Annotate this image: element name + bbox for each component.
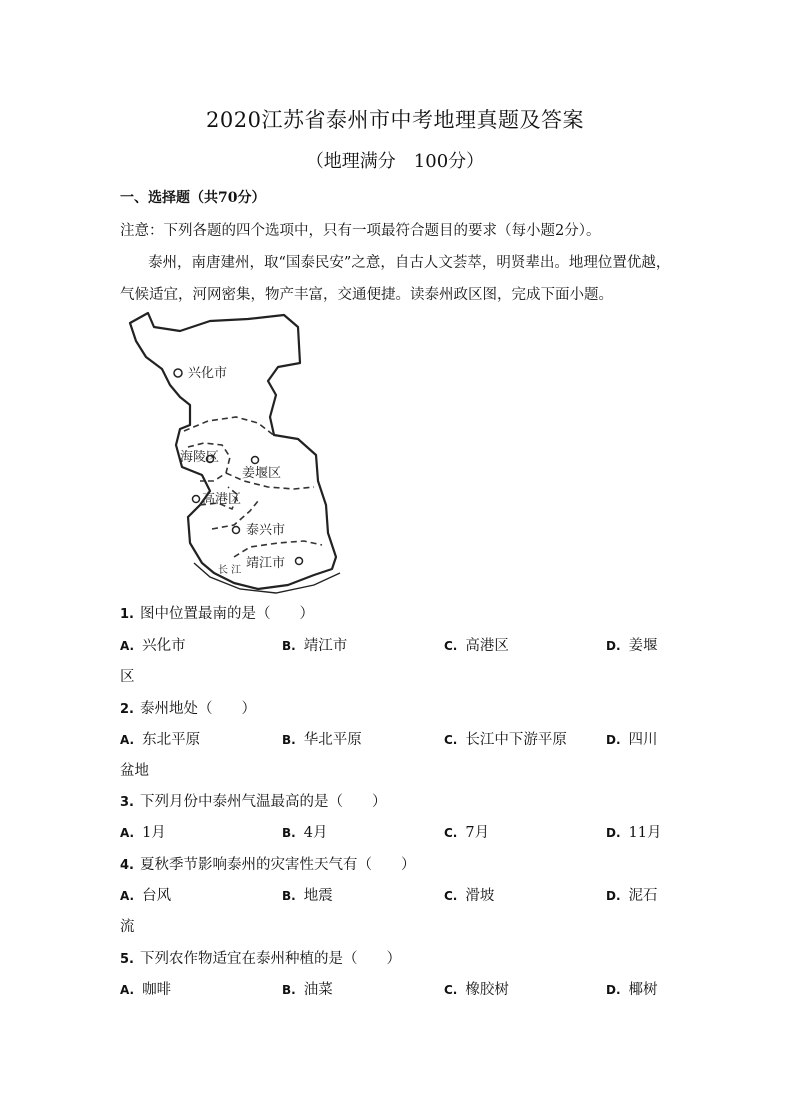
taixing-label: 泰兴市: [246, 523, 286, 538]
option-text: 泥石: [628, 888, 658, 904]
jingjiang-label: 靖江市: [246, 556, 286, 571]
option-key: B.: [282, 733, 296, 747]
question-text: 泰州地处（ ）: [139, 701, 256, 717]
question-3-option-b[interactable]: [282, 821, 327, 842]
question-5-option-a[interactable]: [120, 978, 171, 999]
option-text: 椰树: [628, 982, 658, 998]
question-text: 下列月份中泰州气温最高的是（ ）: [139, 794, 387, 810]
document-title: 2020江苏省泰州市中考地理真题及答案: [206, 108, 584, 132]
question-1-stem: [120, 602, 314, 623]
intro-paragraph-line-2: 气候适宜，河网密集，物产丰富，交通便捷。读泰州政区图，完成下面小题。: [120, 287, 613, 303]
question-5-option-b[interactable]: [282, 978, 333, 999]
question-number: 2.: [120, 702, 134, 717]
jingjiang-marker: [296, 558, 303, 565]
question-3-option-a[interactable]: [120, 821, 166, 842]
river-label: 长 江: [218, 565, 242, 576]
option-key: B.: [282, 639, 296, 653]
option-key: D.: [606, 889, 621, 903]
district-boundary-north: [184, 417, 276, 437]
option-text: 台风: [142, 888, 172, 904]
question-number: 3.: [120, 795, 134, 810]
xinghua-label: 兴化市: [188, 366, 228, 381]
question-number: 1.: [120, 607, 134, 622]
option-key: D.: [606, 983, 621, 997]
hailing-label: 海陵区: [180, 450, 220, 465]
question-4-option-d-wrap: 流: [120, 919, 135, 935]
option-text: 4月: [303, 825, 328, 841]
question-2-option-c[interactable]: [444, 728, 567, 749]
intro-paragraph-line-1: 泰州，南唐建州，取“国泰民安”之意，自古人文荟萃，明贤辈出。地理位置优越，: [148, 255, 671, 271]
option-text: 姜堰: [628, 638, 658, 654]
option-key: C.: [444, 889, 458, 903]
option-text: 滑坡: [465, 888, 495, 904]
question-text: 夏秋季节影响泰州的灾害性天气有（ ）: [139, 857, 416, 873]
option-text: 橡胶树: [465, 982, 509, 998]
question-4-option-b[interactable]: [282, 884, 333, 905]
option-key: A.: [120, 983, 135, 997]
question-number: 4.: [120, 858, 134, 873]
question-2-option-d-wrap: 盆地: [120, 763, 149, 779]
question-1-option-d-wrap: 区: [120, 669, 135, 685]
taixing-marker: [233, 527, 240, 534]
question-text: 图中位置最南的是（ ）: [139, 606, 314, 622]
question-text: 下列农作物适宜在泰州种植的是（ ）: [139, 951, 401, 967]
question-1-option-b[interactable]: [282, 634, 347, 655]
option-text: 高港区: [465, 638, 509, 654]
question-1-option-c[interactable]: [444, 634, 509, 655]
option-key: A.: [120, 733, 135, 747]
jiangyan-label: 姜堰区: [242, 466, 282, 481]
option-text: 11月: [628, 825, 662, 841]
option-key: A.: [120, 826, 135, 840]
question-2-option-a[interactable]: [120, 728, 200, 749]
option-key: D.: [606, 639, 621, 653]
question-3-option-d[interactable]: [606, 821, 661, 842]
question-2-option-d[interactable]: [606, 728, 658, 749]
option-text: 四川: [628, 732, 658, 748]
option-key: A.: [120, 889, 135, 903]
question-1-option-a[interactable]: [120, 634, 186, 655]
gaogang-label: 高港区: [202, 492, 242, 507]
option-key: B.: [282, 826, 296, 840]
question-number: 5.: [120, 952, 134, 967]
question-4-option-c[interactable]: [444, 884, 494, 905]
option-text: 7月: [465, 825, 490, 841]
question-2-stem: [120, 697, 256, 718]
question-5-stem: [120, 947, 401, 968]
option-text: 1月: [142, 825, 166, 841]
option-key: A.: [120, 639, 135, 653]
instructions-note: 注意：下列各题的四个选项中，只有一项最符合题目的要求（每小题2分）。: [120, 223, 601, 239]
question-5-option-c[interactable]: [444, 978, 509, 999]
section-heading: 一、选择题（共70分）: [120, 190, 266, 206]
option-key: B.: [282, 983, 296, 997]
option-key: D.: [606, 733, 621, 747]
option-text: 油菜: [303, 982, 333, 998]
option-text: 靖江市: [303, 638, 348, 654]
taizhou-district-map: [118, 305, 358, 595]
question-5-option-d[interactable]: [606, 978, 658, 999]
option-text: 长江中下游平原: [465, 732, 567, 748]
option-key: C.: [444, 733, 458, 747]
option-text: 华北平原: [303, 732, 362, 748]
question-4-option-a[interactable]: [120, 884, 171, 905]
document-subtitle: （地理满分 100分）: [305, 151, 485, 172]
option-text: 兴化市: [142, 638, 186, 654]
question-1-option-d[interactable]: [606, 634, 658, 655]
option-key: C.: [444, 639, 458, 653]
option-key: C.: [444, 826, 458, 840]
option-text: 咖啡: [142, 982, 172, 998]
option-key: B.: [282, 889, 296, 903]
map-outer-boundary: [130, 313, 336, 589]
question-3-stem: [120, 790, 386, 811]
question-4-stem: [120, 853, 415, 874]
gaogang-marker: [193, 496, 200, 503]
xinghua-marker: [174, 369, 182, 377]
option-key: D.: [606, 826, 621, 840]
district-boundary-jingjiang: [234, 541, 322, 557]
question-2-option-b[interactable]: [282, 728, 362, 749]
option-text: 地震: [303, 888, 333, 904]
jiangyan-marker: [252, 457, 259, 464]
question-3-option-c[interactable]: [444, 821, 489, 842]
option-key: C.: [444, 983, 458, 997]
question-4-option-d[interactable]: [606, 884, 658, 905]
option-text: 东北平原: [142, 732, 201, 748]
